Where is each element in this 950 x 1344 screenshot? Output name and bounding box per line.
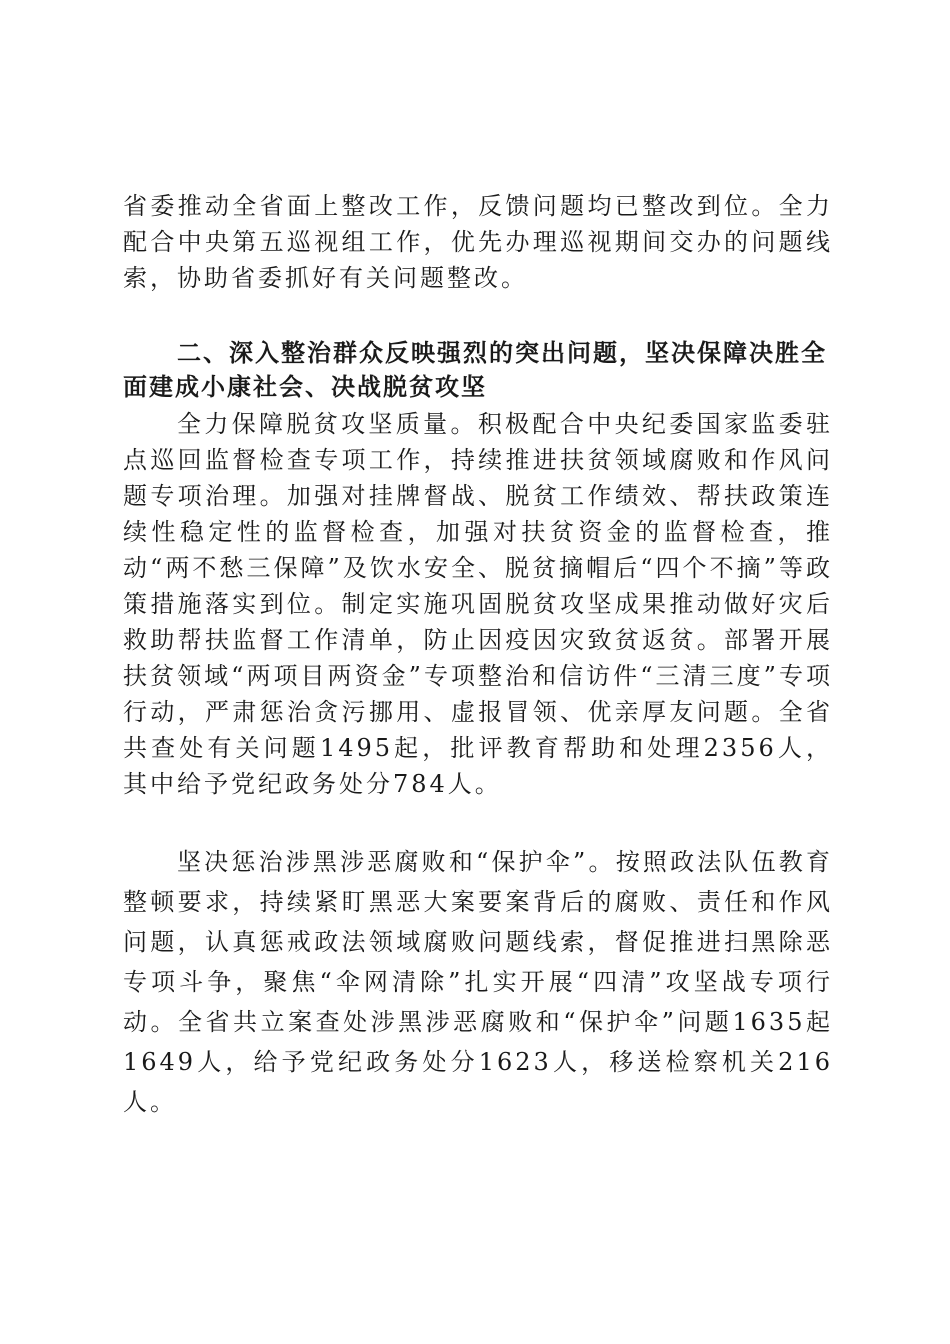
paragraph-poverty-alleviation: 全力保障脱贫攻坚质量。积极配合中央纪委国家监委驻点巡回监督检查专项工作，持续推进扶贫领域腐败和作风问题专项治理。加强对挂牌督战、脱贫工作绩效、帮扶政策连续性稳定性的监督检查，加强对扶贫资金的监督检查，推动“两不愁三保障”及饮水安全、脱贫摘帽后“四个不摘”等政策措施落实到位。制定实施巩固脱贫攻坚成果推动做好灾后救助帮扶监督工作清单，防止因疫因灾致贫返贫。部署开展扶贫领域“两项目两资金”专项整治和信访件“三清三度”专项行动，严肃惩治贪污挪用、虚报冒领、优亲厚友问题。全省共查处有关问题1495起，批评教育帮助和处理2356人，其中给予党纪政务处分784人。 xyxy=(123,410,833,798)
paragraph-anti-gang-corruption: 坚决惩治涉黑涉恶腐败和“保护伞”。按照政法队伍教育整顿要求，持续紧盯黑恶大案要案背后的腐败、责任和作风问题，认真惩戒政法领域腐败问题线索，督促推进扫黑除恶专项斗争，聚焦“伞网清除”扎实开展“四清”攻坚战专项行动。全省共立案查处涉黑涉恶腐败和“保护伞”问题1635起1649人，给予党纪政务处分1623人，移送检察机关216人。 xyxy=(123,848,833,1116)
document-body xyxy=(123,188,833,1122)
section-heading-2: 二、深入整治群众反映强烈的突出问题，坚决保障决胜全面建成小康社会、决战脱贫攻坚 xyxy=(123,338,827,401)
paragraph-inspection-rectification: 省委推动全省面上整改工作，反馈问题均已整改到位。全力配合中央第五巡视组工作，优先办理巡视期间交办的问题线索，协助省委抓好有关问题整改。 xyxy=(123,192,833,292)
